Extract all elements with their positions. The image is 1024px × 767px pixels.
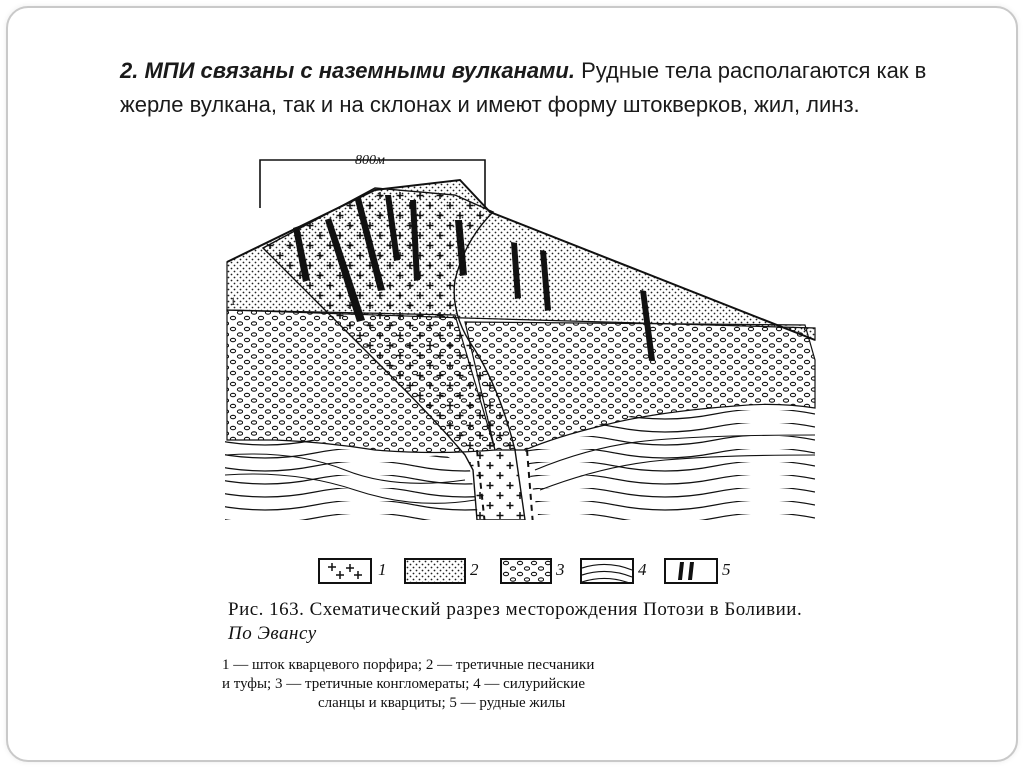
figure-caption bbox=[228, 598, 828, 646]
legend-number: 2 bbox=[470, 560, 479, 579]
legend-notes bbox=[222, 656, 832, 713]
legend bbox=[318, 556, 738, 590]
notes-line-2: и туфы; 3 — третичные конгломераты; 4 — силурийские bbox=[222, 676, 585, 692]
slide-heading bbox=[120, 54, 980, 122]
scale-label: 800м bbox=[355, 153, 385, 168]
notes-line-1: 1 — шток кварцевого порфира; 2 — третичные песчаники bbox=[222, 657, 595, 673]
side-mark: 1 bbox=[230, 294, 236, 308]
legend-swatch-veins bbox=[664, 558, 718, 584]
legend-number: 3 bbox=[556, 560, 565, 579]
legend-number: 1 bbox=[378, 560, 387, 579]
legend-number: 5 bbox=[722, 560, 731, 579]
legend-swatch-wavy-lines bbox=[580, 558, 634, 584]
legend-swatch-fine-dots bbox=[404, 558, 466, 584]
legend-swatch-ovals bbox=[500, 558, 552, 584]
notes-line-3: сланцы и кварциты; 5 — рудные жилы bbox=[318, 695, 566, 711]
geologic-cross-section bbox=[215, 150, 830, 530]
legend-number: 4 bbox=[638, 560, 647, 579]
heading-bold: 2. МПИ связаны с наземными вулканами. bbox=[120, 58, 575, 83]
legend-swatch-crosses bbox=[318, 558, 372, 584]
caption-main: Рис. 163. Схематический разрез месторождения Потози в Боливии. bbox=[228, 599, 803, 620]
caption-author: По Эвансу bbox=[228, 623, 317, 644]
heading-text: Рудные тела располагаются как в жерле вулкана, так и на склонах и имеют форму штокверков, жил, линз. bbox=[120, 58, 927, 117]
